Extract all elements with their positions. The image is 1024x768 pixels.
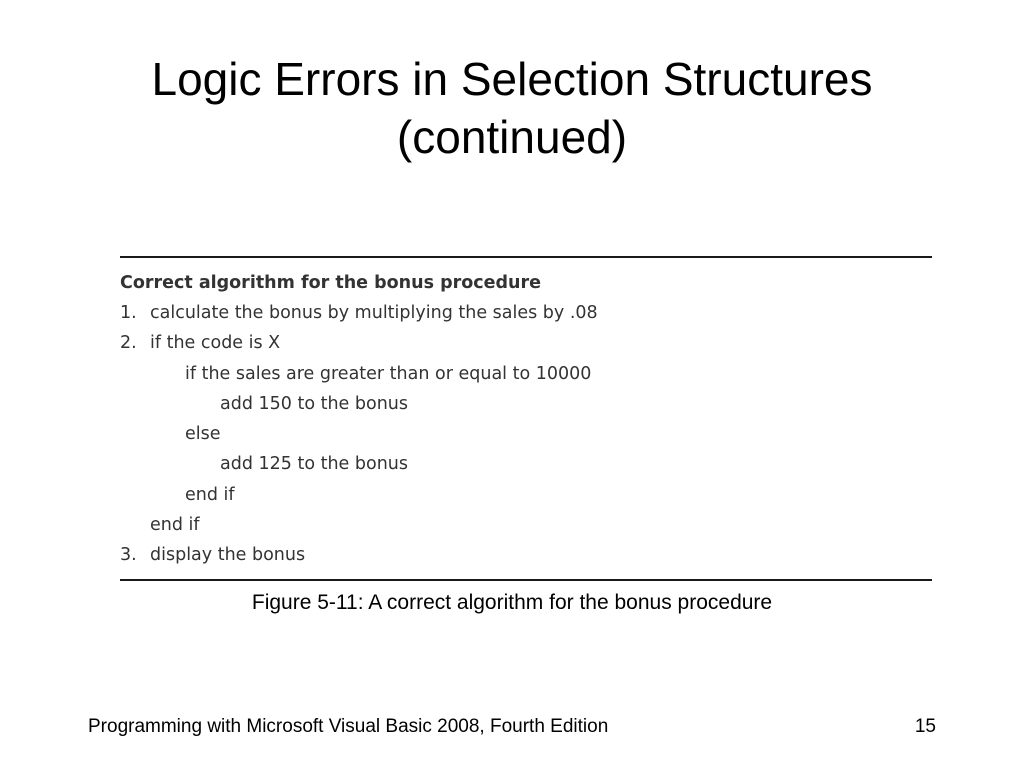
footer-page-number: 15 xyxy=(914,716,936,737)
step-text: add 125 to the bonus xyxy=(220,454,408,475)
step-text: end if xyxy=(185,484,235,505)
algorithm-line xyxy=(120,328,932,358)
step-number: 1. xyxy=(120,303,137,323)
step-text: if the code is X xyxy=(150,333,281,354)
algorithm-line xyxy=(120,540,932,570)
algorithm-line xyxy=(120,419,932,449)
algorithm-line xyxy=(120,480,932,510)
algorithm-figure xyxy=(120,256,932,581)
algorithm-heading: Correct algorithm for the bonus procedure xyxy=(120,273,541,293)
step-number: 3. xyxy=(120,545,137,566)
step-text: display the bonus xyxy=(150,545,306,566)
step-text: if the sales are greater than or equal to 10000 xyxy=(185,363,592,384)
step-number: 2. xyxy=(120,333,137,354)
algorithm-line xyxy=(120,359,932,389)
step-text: end if xyxy=(150,515,200,536)
figure-caption: Figure 5-11: A correct algorithm for the bonus procedure xyxy=(251,591,773,614)
algorithm-steps xyxy=(120,298,932,571)
step-text: else xyxy=(185,424,221,445)
slide-title-line-1: Logic Errors in Selection Structures xyxy=(151,53,873,105)
figure-bottom-rule xyxy=(120,579,932,581)
slide-title xyxy=(0,50,1024,166)
figure-top-rule xyxy=(120,256,932,258)
step-text: calculate the bonus by multiplying the sales by .08 xyxy=(150,303,598,323)
footer-book-title: Programming with Microsoft Visual Basic 2008, Fourth Edition xyxy=(88,716,609,737)
algorithm-line xyxy=(120,389,932,419)
slide-title-line-2: (continued) xyxy=(396,111,628,163)
algorithm-line xyxy=(120,510,932,540)
algorithm-line xyxy=(120,449,932,479)
step-text: add 150 to the bonus xyxy=(220,393,408,414)
algorithm-line xyxy=(120,298,932,328)
